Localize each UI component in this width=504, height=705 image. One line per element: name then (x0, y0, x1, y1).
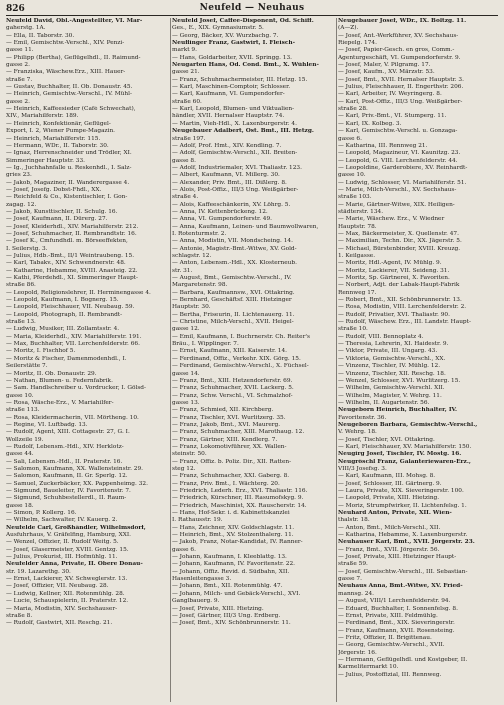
directory-entry-line: — Karl, Leopold, Blumen- und Viktualien- (172, 106, 295, 113)
directory-entry-line: gries 23. (6, 172, 32, 179)
directory-entry-line: — Josef, Tischler, XVI. Ottakring. (338, 436, 435, 443)
column-right (338, 18, 500, 702)
directory-entry-line: — Barbara, Kaufmannsw., XVI. Ottakring. (172, 289, 295, 296)
directory-entry-line: — Heinrich, Konfektionär, Geflügel- (6, 120, 111, 127)
directory-entry-line: steg 12. (172, 465, 196, 472)
directory-entry-line: gasse 2. (6, 98, 30, 105)
directory-entry-line: straße 8. (6, 612, 33, 619)
directory-entry-line: Simmeringer Hauptstr. 33. (6, 157, 85, 164)
directory-entry-line: — Katharina, III. Rennweg 21. (338, 142, 428, 149)
directory-entry-line: — Josef, Bmt., XIV. Schönbrunnerstr. 11. (172, 620, 291, 627)
directory-entry-line: — Max, Buchhalter, VII. Lerchenfelderstr. 66. (6, 341, 140, 348)
directory-entry-line: — Christine, Milch-Verschl., XVII. Heigel- (172, 319, 294, 326)
directory-entry-line: gasse 18. (6, 502, 34, 509)
directory-entry-line: — Ernst, Kaufmann, XIII. Kaiserstr. 14. (172, 348, 287, 355)
directory-entry-line: Wollzeile 19. (6, 436, 44, 443)
directory-entry-line: straße 28. (338, 106, 368, 113)
directory-entry-line: — Katharina, Hebamme, X. Laxenburgerstr. (338, 532, 468, 539)
directory-entry-line: — Bertha, Friseurin, II. Lichtenauerg. 11. (172, 311, 295, 318)
directory-entry-line: — Johann, Milch- und Gebäck-Verschl., XVI. (172, 590, 301, 597)
surname-entry-line: Neugeboren Barbara, Gemischtw.-Verschl., (338, 421, 478, 428)
directory-entry-line: — Josef, Kaufm., XV. Märzstr. 53. (338, 69, 435, 76)
directory-entry-line: — Maria, Kleiderhdl., XIV. Mariahilferstr. 191. (6, 333, 142, 340)
directory-entry-line: str. 31. (172, 267, 193, 274)
surname-entry-line: Neugebauer Josef, WDr., IX. Boltzg. 11. (338, 18, 467, 24)
directory-entry-line: — Georg, Bäcker, XV. Wurzbachg. 7. (172, 32, 279, 39)
directory-entry-line: — Gustav, Buchhalter, II. Ob. Donaustr. 45. (6, 84, 133, 91)
directory-entry-line: gasse 21. (172, 69, 200, 76)
directory-entry-line: straße 10. (338, 326, 368, 333)
directory-entry-line: — Eduard, Buchhalter, I. Sonnenfelsg. 8. (338, 605, 458, 612)
surname-entry-line: Neuhaus Anna, Bmt.-Witwe, XV. Fried- (338, 583, 463, 590)
directory-entry-line: — Franz, Schw. Verschl., VI. Schmalzhof- (172, 392, 293, 399)
directory-entry-line: — Moritz, II. Ob. Donaustr. 29. (6, 370, 97, 377)
directory-entry-line: — Hans, Zeichner, XIV. Goldschlagstr. 11. (172, 524, 295, 531)
directory-entry-line: — Albert, Kaufmann, VI. Millerg. 30. (172, 172, 280, 179)
directory-entry-line: Ganglbauerg. 9. (172, 598, 220, 605)
directory-entry-line: — Robert, Bmt., XII. Schönbrunnerstr. 13. (338, 297, 462, 304)
column-left (6, 18, 168, 702)
directory-entry-line: gasse 6. (172, 546, 196, 553)
directory-entry-line: gasse 44. (6, 451, 34, 458)
directory-entry-line: — Rosa, Kleidermacherin, VII. Mörtheng. 10. (6, 414, 139, 421)
directory-entry-line: — Ludwig, Kellner, XII. Rotenmühlg. 28. (6, 590, 125, 597)
directory-entry-line: — Adolf, Industriemaler, XVI. Thaliastr. 123. (172, 164, 302, 171)
directory-entry-line: — Rosa, Wäsche-Erz., V. Mariahilfer- (6, 399, 114, 406)
column-divider (336, 18, 337, 702)
directory-entry-line: gaherstg. 1A. (6, 25, 46, 32)
directory-entry-line: gasse 8. (172, 157, 196, 164)
directory-entry-line: VIII/3 Josefsg. 3. (338, 465, 387, 472)
directory-entry-line: — Samuel, Zuckerbäcker, XX. Pappenheimg. 32. (6, 480, 148, 487)
directory-entry-line: — Josef, Ant.-Werkführer, XV. Sechshaus- (338, 32, 459, 39)
directory-entry-line: — Karl, Maschinen-Comptoir, Schlosser. (172, 84, 291, 91)
directory-entry-line: — Franz, Kaufmann, XVII. Rosensteing. (338, 627, 455, 634)
directory-entry-line: — Reichfeld & Co., Kistentischler, I. Gon- (6, 194, 128, 201)
directory-entry-line: — Josef, Private, XIII. Hietzing. (172, 605, 264, 612)
directory-entry-line: — Laura, Private, XIX. Sieveringerstr. 100. (338, 488, 464, 494)
directory-entry-line: — Leopold, Photograph, II. Rembrandt- (6, 311, 123, 318)
directory-entry-line: — Heinrich, Mariahilferstr. 115. (6, 135, 101, 142)
directory-entry-line: — Karl, Post-Offiz., III/3 Ung. Weißgärber- (338, 98, 463, 105)
directory-entry-line: städterstr. 134. (338, 208, 384, 215)
directory-entry-line: — Vinzenz, Tischler, XII. Reschg. 18. (338, 370, 446, 377)
directory-entry-line: — Simon, P. Kollerg. 16. (6, 510, 77, 517)
directory-entry-line: — Philipp (Bertha), Geflügelhdl., II. Raimund- (6, 54, 141, 61)
directory-entry-line: — Franz, Schuhmacher, XIII. Marothaug. 12. (172, 429, 305, 436)
directory-entry-line: — Julius, Fleischhauer, II. Engerthstr. 206. (338, 84, 464, 91)
directory-entry-line: — Alexander, Priv. Bmt., III. Dißlerg. 8. (172, 179, 287, 186)
directory-entry-line: — Leopold, Religionslehrer, II. Herminengasse 4. (6, 289, 151, 296)
directory-entry-line: I. Seilerstg. 3. (6, 245, 48, 252)
surname-entry-line: Neufelder Anna, Private, II. Obere Donau- (6, 561, 143, 568)
directory-entry-line: — Adolf, Gemischtw.-Verschl., XII. Breiten- (172, 150, 298, 157)
directory-entry-line: — Franz, Schmied, XII. Kirchberg. (172, 407, 274, 414)
directory-entry-line: Jörgerstr. 16. (338, 649, 377, 656)
directory-entry-line: — Hermann, WDr., II. Taborstr. 30. (6, 142, 109, 149)
directory-entry-line: — Hans, Hof-Sekr. i. d. Kabinettskanzlei (172, 510, 290, 517)
directory-entry-line: — Rosa, Modistin, VIII. Lerchenfelderstr. 2. (338, 304, 467, 311)
directory-entry-line: — Rudolf, Agent, XIII. Cottagestr. 27, G. I. (6, 429, 130, 436)
directory-entry-line: — August, VIII/1 Lerchenfelderstr. 94. (338, 598, 451, 605)
directory-entry-line: — Josef, Papier-Gesch. en gros, Comm.- (338, 47, 455, 54)
directory-entry-line: — Ernst, Private, XIII. Feldmühlg. (338, 612, 438, 619)
directory-entry-line: — Anna, Kaufmann, Leinen- und Baumwollwaren, (172, 223, 319, 230)
directory-entry-line: — Franz, Lokomotivführer, XX. Wallen- (172, 443, 287, 450)
directory-entry-line: — Maximilian, Techn. Dir., XX. Jägerstr. 5. (338, 238, 462, 245)
directory-entry-line: — Viktor, Private, III. Ungarg. 43. (338, 348, 438, 355)
directory-entry-line: — Ferdinand, Offiz., Verkehr. XIX. Görg. 15. (172, 355, 301, 362)
column-middle (172, 18, 334, 702)
directory-entry-line: — Anton, Bmt., Milch-Verschl., XII. (338, 524, 441, 531)
directory-entry-line: straße 13. (6, 319, 36, 326)
directory-entry-line: gasse 14. (172, 370, 200, 377)
directory-entry-line: — Karl, Priv.-Bmt., VI. Stumperg. 11. (338, 113, 447, 120)
directory-entry-line: — Ludwig, Schlosser, VI. Mariahilferstr. 51. (338, 179, 467, 186)
directory-entry-line: straße 7. (6, 76, 33, 83)
directory-entry-line: — Friedrich, Kürschner, III. Rasumofskyg. 9. (172, 495, 304, 502)
surname-entry-line: Neugeborn Heinrich, Buchhalter, IV. (338, 407, 458, 414)
directory-entry-line: — Vinzenz, Tischler, IV. Mühlg. 12. (338, 363, 441, 370)
directory-entry-line: — Josef, Gärtner, III/3 Ung. Erdberg. (172, 612, 281, 619)
directory-entry-line: gasse 12. (172, 326, 200, 333)
directory-entry-line: Hasenleitengasse 3. (172, 576, 232, 583)
directory-entry-line: — Adolf, Prof. Hmt., XIV. Kendling. 7. (172, 142, 282, 149)
directory-entry-line: händler, XVII. Hernalser Hauptstr. 74. (172, 113, 285, 120)
directory-entry-line: — Johann, Kaufmann, IV. Favoritenstr. 22. (172, 561, 296, 568)
directory-entry-line: — Heinrich, Bmt., XV. Stolzenthalerg. 11. (172, 532, 294, 539)
directory-entry-line: — Josef, Glasermeister, XVIII. Gentzg. 15. (6, 546, 129, 553)
directory-entry-line: — Franz, Jakob, Bmt., XVI. Maurerg. (172, 421, 281, 428)
directory-entry-line: — Ernst, Lackierer, XV. Schweglerstr. 13. (6, 576, 128, 583)
directory-entry-line: — Anna, Modistin, VII. Mondscheing. 14. (172, 238, 293, 245)
directory-entry-line: Margaretenstr. 98. (172, 282, 228, 289)
directory-entry-line: — Leopold, G. VIII. Lerchenfelderstr. 44. (338, 157, 458, 164)
surname-entry-line: Neugebauer Adalbert, Öst. Bmt., III. Hetzg. (172, 128, 314, 135)
directory-entry-line: — Alois, Post-Offiz., III/3 Ung. Weißgärber- (172, 186, 299, 193)
directory-entry-line: Riepelg. 174. (338, 40, 377, 47)
directory-entry-line: — Julius, Hdb.-Bmt., II/1 Weintraubeng. 15. (6, 253, 135, 259)
directory-entry-line: — Josef, Schlosser, III. Gärtnerg. 9. (338, 480, 442, 487)
directory-entry-line: Hauptstr. 30. (172, 304, 211, 311)
directory-entry-line: gasse 6. (338, 135, 362, 142)
directory-entry-line: (A—Z). (338, 25, 359, 32)
directory-entry-line: — Moritz, I. Fischhof 5. (6, 348, 76, 355)
directory-entry-line: — Wenzel, Schlosser, XVI. Wurlitzerg. 15. (338, 377, 461, 384)
directory-entry-line: — Heinrich, Kaffeesieder (Café Schwechat), (6, 106, 136, 113)
directory-entry-line: — Josef, Private, XIII. Hietzinger Haupt- (338, 554, 457, 561)
directory-entry-line: — Sigmund, Schuhbestellerdl., II. Raum- (6, 495, 127, 502)
directory-entry-line: — Ignaz, Herrenschneider und Trödler, XI. (6, 150, 132, 157)
directory-entry-line: gasse 7. (338, 576, 362, 583)
directory-entry-line: gasse 2. (6, 62, 30, 69)
directory-entry-line: — Franz, Bmt., XIII. Hetzendorferstr. 69. (172, 377, 293, 384)
directory-entry-line: — Antonie, Magistr.-Bmt.-Witwe, XV. Gold- (172, 245, 297, 252)
directory-entry-line: straße 197. (172, 135, 206, 142)
directory-entry-line: straße 113. (6, 407, 40, 414)
surname-entry-line: Neugarten Hans, Od. Cond. Bmt., X. Wühlen- (172, 62, 319, 69)
directory-entry-line: — Moritz & Fischer, Damenmodenhdl., I. (6, 355, 127, 362)
directory-entry-line: Favoritenstr. 36. (338, 414, 387, 421)
directory-entry-line: str. 19. Lazarethg. 30. (6, 568, 71, 575)
directory-entry-line: — Rudolf, Lebensm.-Hdl., XIV. Herklotz- (6, 443, 124, 450)
directory-entry-line: — Lucie, Schauspielerin, II. Praterstr. 12. (6, 598, 129, 605)
directory-entry-line: — Katharine, Hebamme, XVIII. Anasteig. 22. (6, 267, 138, 274)
directory-entry-line: Rennweg 17. (338, 289, 377, 296)
directory-entry-line: — Ferdinand, Bmt., XIX. Sieveringerstr. (338, 620, 455, 627)
directory-entry-line: — Nathan, Blumen- u. Federnfabrik. (6, 377, 113, 384)
directory-entry-line: — Michael, Bürstenbinder, XVIII. Kreuzg. (338, 245, 461, 252)
directory-entry-line: — Karl, Arbeiter, IV. Weyringerg. 8. (338, 91, 442, 98)
directory-entry-line: — Moritz, Lackierer, VII. Seideng. 31. (338, 267, 450, 274)
directory-entry-line: — Sali, Lebensm.-Hdl., II. Praterstr. 16. (6, 458, 123, 465)
directory-entry-line: — Josef, Gemischtw.-Verschl., III. Sebastian- (338, 568, 468, 575)
directory-entry-line: — Johann, Bmt., XII. Rotenmühlg. 47. (172, 583, 283, 590)
directory-entry-line: — Karl, Kaufmann, VI. Gumpendorfer- (172, 91, 285, 98)
directory-entry-line: — Regine, VI. Luftbadg. 13. (6, 421, 88, 428)
directory-entry-line: — Leopold, Private, XIII. Hietzing. (338, 495, 440, 502)
directory-entry-line: — Johann, Offiz. Revid. d. Südbahn, XII. (172, 568, 290, 575)
directory-entry-line: Export, I. 2, Wiener Pumpe-Magazin. (6, 128, 116, 135)
directory-entry-line: — Maria, Modistin, XIV. Sechshauser- (6, 605, 118, 612)
directory-entry-line: — Ella, II. Taborstr. 30. (6, 32, 75, 39)
directory-entry-line: — Leopold, Kaufmann, I. Bognerg. 15. (6, 297, 119, 304)
directory-entry-line: Ausfuhrhaus, V. Gräfelfing, Hamburg, XXI. (6, 532, 132, 539)
directory-entry-line: XIV., Mariahilferstr. 189. (6, 113, 79, 120)
directory-entry-line: — Kathi, Pferdehdl., XI. Simmeringer Haupt- (6, 275, 138, 282)
surname-entry-line: Neuhauser Karl, Bmt., XVII. Jörgerstr. 23. (338, 539, 475, 546)
directory-entry-line: — Viktoria, Gemischtw.-Verschl., XX. (338, 355, 446, 362)
directory-entry-line: — Sigmund, Baueleiter, IV. Favoritenstr. 7. (6, 488, 131, 494)
directory-entry-line: — Franz, Offiz. b. Poliz. Dir., XII. Ratten- (172, 458, 292, 465)
directory-entry-line: gasse 11. (6, 47, 34, 54)
directory-entry-line: straße 103. (338, 194, 372, 201)
directory-entry-line: — Salomon, Kaufmann, II. Gr. Sperlg. 12. (6, 473, 128, 480)
directory-entry-line: — Heinrich, Gemischtw.-Verschl., IV. Mühl- (6, 91, 132, 98)
directory-entry-line: — Martin, Vieh-Hdl., X. Laxenburgerstr. 4. (172, 120, 297, 127)
directory-entry-line: — Theresia, Lehrerin, XI. Haidestr. 9. (338, 341, 449, 348)
directory-entry-line: — Sam. Handlschreiber u. Vordrucker, I. Gölsd- (6, 385, 146, 392)
directory-entry-line: — Anton, Lebensm.-Hdl., XX. Klosterneub. (172, 260, 297, 267)
directory-entry-line: Ges., E., XIX. Gymnasiumstr. 5. (172, 25, 264, 32)
directory-entry-line: — Josef K., Cmfundhdl. m. Börseeffekten, (6, 238, 128, 245)
directory-entry-line: — Emil, Kaufmann, I. Buchrnerstr. Ch. Reiter's (172, 333, 310, 340)
directory-entry-line: — Georg, Gemischtw.-Verschl., XVII. (338, 642, 445, 649)
directory-entry-line: — Jakob, Kunsttischler, II. Schulg. 16. (6, 208, 118, 215)
directory-entry-line: straße 4. (172, 194, 199, 201)
directory-entry-line: — Julius, Prokurist, III. Hofmühlg. 11. (6, 554, 118, 561)
directory-entry-line: — Leopold, Magazineur, VI. Kaunitzg. 23. (338, 150, 461, 157)
directory-entry-line: Bräu., I. Wipplinger. 7. (172, 341, 239, 348)
column-divider (170, 18, 171, 702)
directory-entry-line: — Johann, Kaufmann, I. Kleeblattg. 13. (172, 554, 287, 561)
directory-entry-line: — Wenzel, Offizier, II. Rudolf Weitg. 5. (6, 539, 119, 546)
directory-entry-line: — Jakob, Franz, Notar-Kandidat, IV. Ranner- (172, 539, 303, 546)
directory-entry-line: Seilerstätte 7. (6, 363, 48, 370)
directory-entry-line: — Fritz, Offizier, II. Brigittenau. (338, 634, 432, 641)
directory-entry-line: — Marie, Wäschew. Erz., V. Wiedner (338, 216, 445, 223)
directory-entry-line: — Franz, Schuhmacher, XXI. Gaberg. 8. (172, 473, 290, 480)
directory-entry-line: mannsg. 24. (338, 590, 375, 597)
directory-entry-line: gasse 10. (338, 172, 366, 179)
directory-entry-line: — Josef, Kaufmann, II. Dürerg. 27. (6, 216, 108, 223)
directory-entry-line: — Rudolf, VIII. Bennoplatz 4. (338, 333, 424, 340)
directory-entry-line: — Karl, Gemischtw.-Verschl. u. Gonzaga- (338, 128, 458, 135)
directory-entry-line: steinstr. 50. (172, 451, 207, 458)
directory-entry-line: — Rudolf, Privatier, XVI. Thaliastr. 90. (338, 311, 450, 318)
directory-entry-line: V. Wehrg. 18. (338, 429, 377, 436)
directory-entry-line: — Friedrich, Lederh. Erz., XVI. Thaliastr. 116. (172, 488, 308, 494)
directory-entry-line: I. Rotenturmstr. 2. (172, 230, 227, 237)
directory-entry-line: — Karl, Kaufmann, III. Mohsg. 8. (338, 473, 436, 480)
directory-entry-line: — Jakob, Magaziner, II. Wanderergasse 4. (6, 179, 130, 186)
surname-entry-line: Neuhard Anton, Private, XII. Wien- (338, 510, 452, 517)
directory-entry-line: — Anna, VI. Gumpendorferstr. 49. (172, 216, 272, 223)
directory-entry-line: schlagstr. 12. (172, 253, 212, 259)
directory-entry-line: — Ludwig, Musiker, III. Zollamtsstr. 4. (6, 326, 120, 333)
directory-entry-line: — August, Bmt., Gemischtw.-Verschl., IV. (172, 275, 292, 282)
directory-entry-line: — Karl, Tabakv., XIV. Schwendnerstr. 48. (6, 260, 126, 267)
page-header (0, 0, 504, 16)
surname-entry-line: Neufeld David, Obl.-Angestellter, VI. Mar- (6, 18, 143, 24)
directory-entry-line: Hauptstr. 78. (338, 223, 377, 230)
directory-entry-line: Karmelitermarkt 10. (338, 664, 399, 671)
directory-entry-line: — Josef, Schuhmacher, II. Rembrandtstr. 16. (6, 230, 137, 237)
directory-entry-line: — Karl, Fleischhauer, XV. Mariahilferstr. 150. (338, 443, 472, 450)
directory-entry-line: — Marie, Milch-Verschl., XV. Sechshaus- (338, 186, 457, 193)
directory-entry-line: — Franz, Schuhmachermeister, III. Hetzg. 15. (172, 76, 308, 83)
directory-entry-line: gasse 10. (6, 392, 34, 399)
directory-entry-line: — Josef, Josefg. Dobst-Fhdl., XX. (6, 186, 102, 193)
directory-entry-line: — Josef, Kleiderhdl., XIV. Mariahilferstr. 212. (6, 223, 139, 230)
directory-entry-line: — Josef, Offizier, VII. Neubaug. 28. (6, 583, 109, 590)
directory-entry-line: — Marie, Gärtner-Witwe, XIX. Heiligen- (338, 201, 455, 208)
directory-entry-line: — Franz, Schuhmacher, XVII. Lackerg. 5. (172, 385, 294, 392)
directory-entry-line: — Max, Bäckermeister, X. Quellenstr. 47. (338, 230, 459, 237)
directory-entry-line: — Emil, Gemischtw.-Verschl., XIV. Penzi- (6, 40, 125, 47)
directory-entry-line: — Julius, Postoffizial, III. Rennweg. (338, 671, 442, 678)
directory-entry-line: — Franziska, Wäschew.Erz., XIII. Hauer- (6, 69, 126, 76)
directory-entry-line: — Franz, Priv. Bmt., I. Wächterg. 20. (172, 480, 280, 487)
page-number: 826 (6, 4, 25, 14)
directory-entry-line: — Franz, Gärtner, XIII. Kendlerg. 7. (172, 436, 278, 443)
directory-entry-line: — Moriz, Strumpfwirker, II. Lichtenfelsg. 1. (338, 502, 467, 509)
running-title: Neufeld — Neuhaus (199, 3, 305, 13)
directory-entry-line: — Wilhelm, Gemischtw.-Verschl. XII. (338, 385, 445, 392)
directory-entry-line: — Josef, Maler, V. Pilgramg. 17. (338, 62, 431, 69)
directory-entry-line: markt 9. (172, 47, 197, 54)
surname-entry-line: Neuflinger Franz, Gastwirt, I. Fleisch- (172, 40, 295, 47)
directory-columns (6, 18, 500, 702)
directory-entry-line: — Franz, Bmt., XVII. Jörgerstr. 56. (338, 546, 440, 553)
directory-entry-line: — Leopold, Fleischhauer, VII. Neubaug. 59. (6, 304, 135, 311)
surname-entry-line: Neufelde Carl, Großhändler, Wilhelmsdorf, (6, 524, 146, 531)
directory-entry-line: — Franz, Tischler, XVI. Wurlitzerg. 35. (172, 414, 286, 421)
header-rule (6, 15, 498, 16)
directory-entry-line: — Moritz, Hdl.-Agent, IV. Mühlg. 9. (338, 260, 442, 267)
directory-entry-line: — Bernhard, Geschäftsf. XIII. Hietzinger (172, 297, 292, 304)
directory-entry-line: — Moritz, Sp. Gärtnerei, X. Favoriten. (338, 275, 450, 282)
directory-entry-line: — Wilhelm, II. Augartenstr. 56. (338, 399, 430, 406)
directory-entry-line: — Josef, Bmt., XVII. Hernalser Hauptstr. 3. (338, 76, 464, 83)
directory-entry-line: — Karl, IX. Kolbeg. 3. (338, 120, 402, 127)
directory-entry-line: — Salomon, Kaufmann, XX. Wallensteinstr. 29. (6, 465, 143, 472)
surname-entry-line: Neugröschl Franz, Galanteriewaren-Erz., (338, 458, 471, 465)
directory-entry-line: straße 60. (172, 98, 202, 105)
directory-entry-line: thalstr. 18. (338, 517, 370, 524)
directory-entry-line: straße 86. (6, 282, 36, 289)
directory-entry-line: — Hans, Goldarbeiter, XVII. Springg. 13. (172, 54, 292, 61)
directory-entry-line: — Rudolf, Gastwirt, XII. Reschg. 21. (6, 620, 113, 627)
directory-entry-line: I. Rathausstr. 19. (172, 517, 223, 524)
directory-entry-line: gasse 13. (172, 399, 200, 406)
directory-entry-line: straße 59. (338, 561, 368, 568)
directory-entry-line: — Hermann, Geflügelhdl. und Kostgeber, II. (338, 656, 468, 663)
directory-entry-line: — Wilhelm, Magister, V. Wehrg. 11. (338, 392, 442, 399)
directory-entry-line: — Norbert, Adjt. der Labak-Haupt-Fabrik (338, 282, 460, 289)
directory-entry-line: 1. Keilgasse. (338, 253, 376, 259)
directory-entry-line: — Rudolf, Wäschew. Erz., III. Landstr. Haupt- (338, 319, 471, 326)
directory-entry-line: — Anna, IV. Kettenbrückeng. 12. (172, 208, 268, 215)
surname-entry-line: Neugirg Josef, Tischler, IV. Mostg. 16. (338, 451, 462, 458)
directory-entry-line: — Friedrich, Maschinist, XX. Rauscherstr. 14. (172, 502, 307, 509)
directory-entry-line: — Ig., Juchhahnfalle u. Reskenhdl., I. Salz- (6, 164, 132, 171)
directory-entry-line: zagag. 12. (6, 201, 37, 208)
directory-entry-line: Agenturgeschäft, VI. Gumpendorferstr. 9. (338, 54, 461, 61)
directory-entry-line: — Wilhelm, Sachwalter, IV. Kauerg. 2. (6, 517, 118, 524)
directory-entry-line: — Leopoldine, Garderobiere, XV. Reinhardt- (338, 164, 468, 171)
surname-entry-line: Neufeld Josef, Caffee-Disponent, Od. Schiff. (172, 18, 314, 24)
directory-entry-line: — Ferdinand, Gemischtw.-Verschl., X. Füchsel- (172, 363, 309, 370)
directory-entry-line: — Alois, Kaffeeschänkerin, XV. Löhrg. 5. (172, 201, 291, 208)
